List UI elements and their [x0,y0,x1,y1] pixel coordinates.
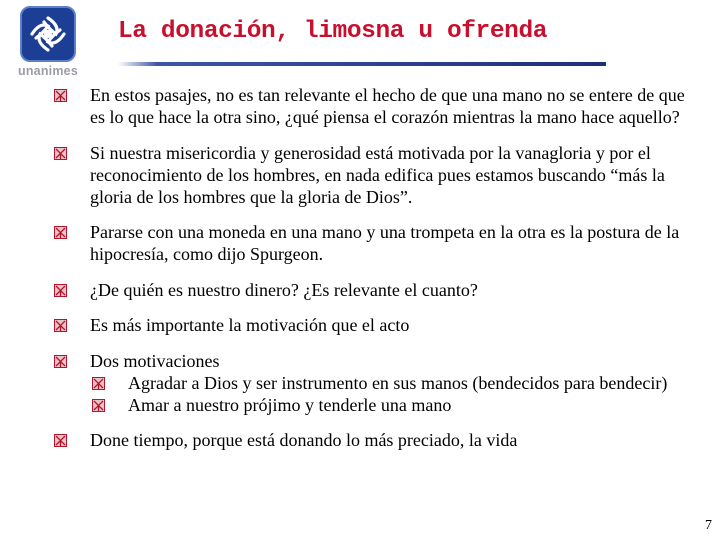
sub-bullet-item [90,394,702,416]
bullet-item [52,279,702,301]
organization-logo [8,6,88,80]
sub-bullet-icon [92,377,105,390]
sub-bullet-icon [92,399,105,412]
bullet-item [52,221,702,265]
bullet-text: ¿De quién es nuestro dinero? ¿Es relevante el cuanto? [90,279,478,300]
bullet-icon [54,284,67,297]
bullet-icon [54,319,67,332]
bullet-icon [54,226,67,239]
slide-title: La donación, limosna u ofrenda [118,18,548,45]
bullet-icon [54,89,67,102]
bullet-item [52,350,702,416]
bullet-text: En estos pasajes, no es tan relevante el hecho de que una mano no se entere de que es lo que hace la otra sino, ¿qué piensa el corazón mientras la mano hace aquello? [90,85,685,127]
bullet-icon [54,434,67,447]
sub-bullet-text: Amar a nuestro prójimo y tenderle una mano [128,394,452,415]
title-underline [118,62,606,66]
bullet-text: Done tiempo, porque está donando lo más preciado, la vida [90,430,518,450]
logo-wordmark: unanimes [18,64,78,78]
bullet-text: Si nuestra misericordia y generosidad está motivada por la vanagloria y por el reconocimiento de los hombres, en nada edifica pues estamos buscando “más la gloria de los hombres que la gloria de Dios”. [90,142,665,207]
bullet-item [52,142,702,208]
bullet-item [52,314,702,336]
page-number: 7 [705,518,712,533]
bullet-text: Pararse con una moneda en una mano y una trompeta en la otra es la postura de la hipocresía, como dijo Spurgeon. [90,222,680,264]
bullet-item [52,429,702,451]
bullet-text: Es más importante la motivación que el acto [90,315,410,335]
sub-bullet-text: Agradar a Dios y ser instrumento en sus manos (bendecidos para bendecir) [128,372,668,393]
bullet-icon [54,147,67,160]
sub-bullet-item [90,372,702,394]
bullet-item [52,84,702,128]
bullet-icon [54,355,67,368]
bullet-text: Dos motivaciones [90,350,220,371]
bullet-list [52,84,702,465]
hands-logo-icon [20,6,76,62]
